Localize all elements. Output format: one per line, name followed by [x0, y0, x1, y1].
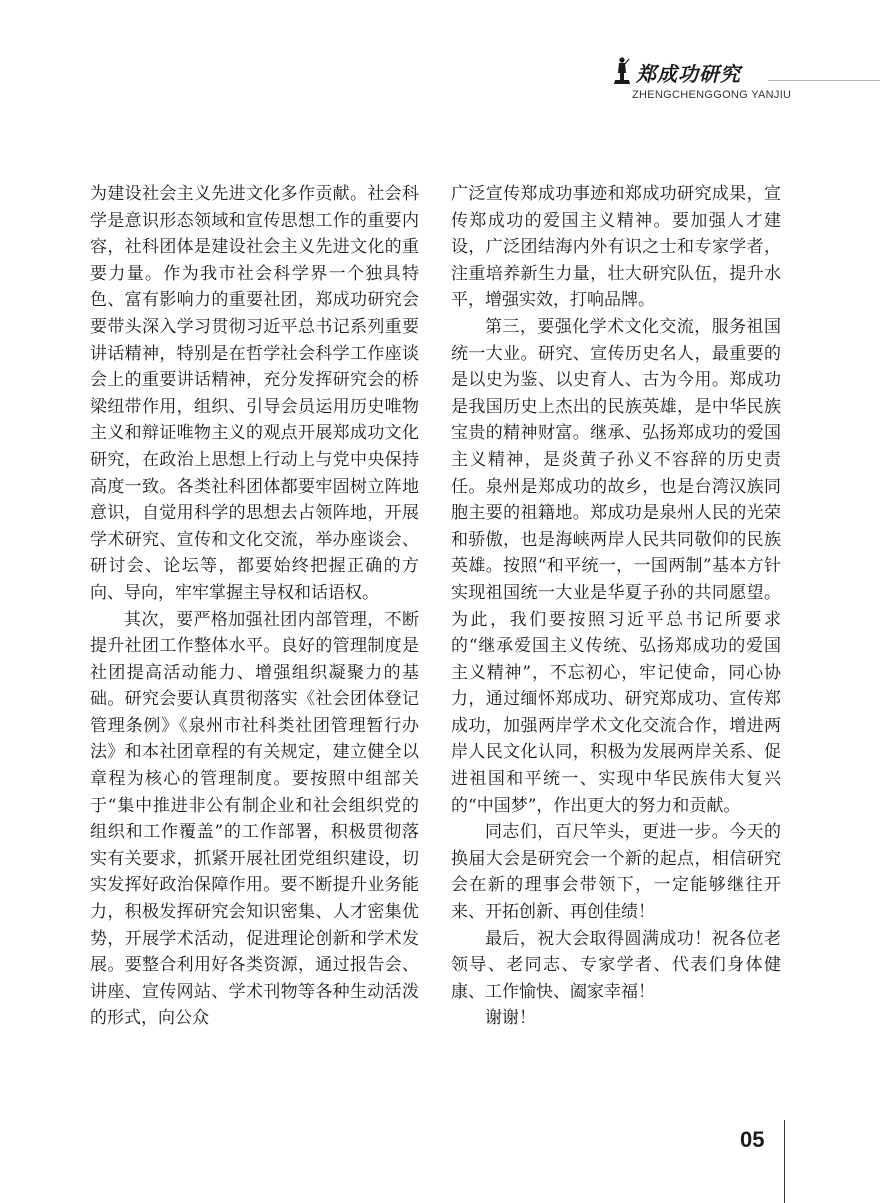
header-rule [768, 80, 880, 81]
right-column [451, 181, 781, 1032]
paragraph: 第三，要强化学术文化交流，服务祖国统一大业。研究、宣传历史名人，最重要的是以史为鉴、以史育人、古为今用。郑成功是我国历史上杰出的民族英雄，是中华民族宝贵的精神财富。继承、弘扬郑成功的爱国主义精神，是炎黄子孙义不容辞的历史责任。泉州是郑成功的故乡，也是台湾汉族同胞主要的祖籍地。郑成功是泉州人民的光荣和骄傲，也是海峡两岸人民共同敬仰的民族英雄。按照“和平统一，一国两制”基本方针实现祖国统一大业是华夏子孙的共同愿望。为此，我们要按照习近平总书记所要求的“继承爱国主义传统、弘扬郑成功的爱国主义精神”，不忘初心，牢记使命，同心协力，通过缅怀郑成功、研究郑成功、宣传郑成功，加强两岸学术文化交流合作，增进两岸人民文化认同，积极为发展两岸关系、促进祖国和平统一、实现中华民族伟大复兴的“中国梦”，作出更大的努力和贡献。 [451, 316, 781, 816]
running-header [600, 52, 880, 112]
paragraph: 为建设社会主义先进文化多作贡献。社会科学是意识形态领域和宣传思想工作的重要内容，社科团体是建设社会主义先进文化的重要力量。作为我市社会科学界一个独具特色、富有影响力的重要社团，郑成功研究会要带头深入学习贯彻习近平总书记系列重要讲话精神，特别是在哲学社会科学工作座谈会上的重要讲话精神，充分发挥研究会的桥梁纽带作用，组织、引导会员运用历史唯物主义和辩证唯物主义的观点开展郑成功文化研究，在政治上思想上行动上与党中央保持高度一致。各类社科团体都要牢固树立阵地意识，自觉用科学的思想去占领阵地，开展学术研究、宣传和文化交流，举办座谈会、研讨会、论坛等，都要始终把握正确的方向、导向，牢牢掌握主导权和话语权。 [90, 184, 419, 603]
statue-icon [612, 56, 632, 86]
page-number: 05 [740, 1127, 765, 1152]
paragraph: 最后，祝大会取得圆满成功！祝各位老领导、老同志、专家学者、代表们身体健康、工作愉快、阖家幸福！ [451, 928, 781, 1002]
page-number-rule [784, 1120, 785, 1203]
left-column [90, 181, 419, 1032]
journal-title-english: ZHENGCHENGGONG YANJIU [632, 89, 792, 101]
paragraph: 谢谢！ [485, 1008, 536, 1029]
journal-title: 郑成功研究 [636, 62, 741, 86]
paragraph: 同志们，百尺竿头，更进一步。今天的换届大会是研究会一个新的起点，相信研究会在新的理事会带领下，一定能够继往开来、开拓创新、再创佳绩！ [451, 822, 781, 923]
paragraph: 其次，要严格加强社团内部管理，不断提升社团工作整体水平。良好的管理制度是社团提高活动能力、增强组织凝聚力的基础。研究会要认真贯彻落实《社会团体登记管理条例》《泉州市社科类社团管理暂行办法》和本社团章程的有关规定，建立健全以章程为核心的管理制度。要按照中组部关于“集中推进非公有制企业和社会组织党的组织和工作覆盖”的工作部署，积极贯彻落实有关要求，抓紧开展社团党组织建设，切实发挥好政治保障作用。要不断提升业务能力，积极发挥研究会知识密集、人才密集优势，开展学术活动，促进理论创新和学术发展。要整合利用好各类资源，通过报告会、讲座、宣传网站、学术刊物等各种生动活泼的形式，向公众 [90, 609, 419, 1029]
paragraph: 广泛宣传郑成功事迹和郑成功研究成果，宣传郑成功的爱国主义精神。要加强人才建设，广泛团结海内外有识之士和专家学者，注重培养新生力量，壮大研究队伍，提升水平，增强实效，打响品牌。 [451, 184, 781, 311]
